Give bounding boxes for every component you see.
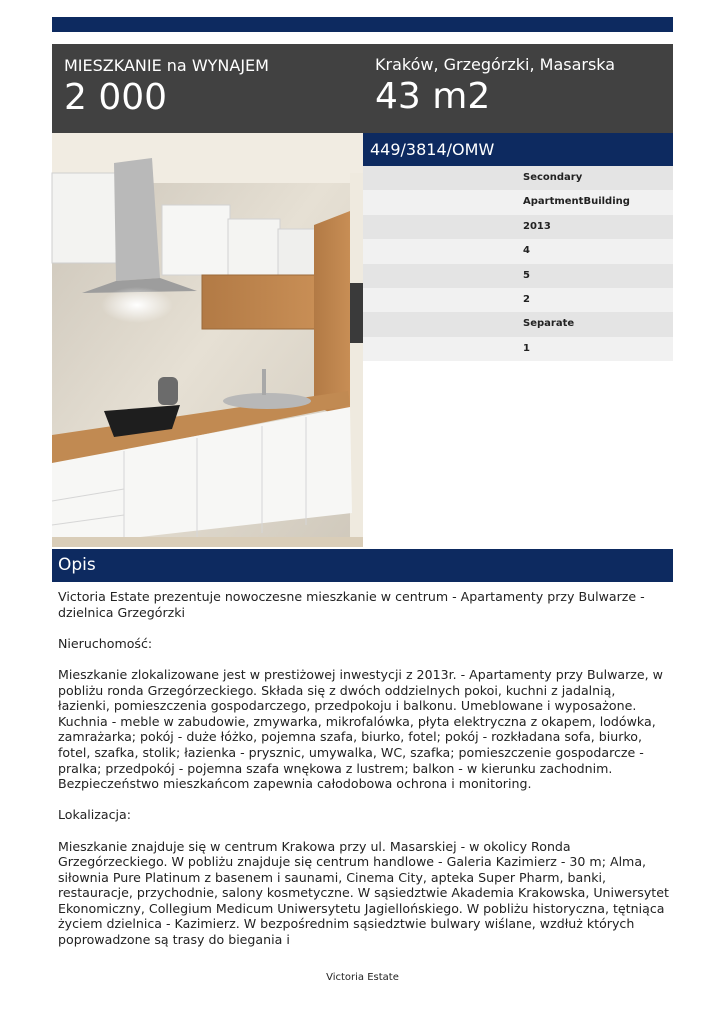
property-table [363,166,673,361]
listing-type: MIESZKANIE na WYNAJEM [64,56,269,75]
property-value: ApartmentBuilding [523,196,630,208]
property-value: 5 [523,269,530,281]
property-row [363,288,673,312]
description-paragraph: Mieszkanie zlokalizowane jest w prestiżowej inwestycji z 2013r. - Apartamenty przy Bulwarze, w pobliżu ronda Grzegórzeckiego. Składa się z dwóch oddzielnych pokoi, kuchni z jadalnią, łazienki, pomieszczenia gospodarczego, przedpokoju i balkonu. Umeblowane i wyposażone. Kuchnia - meble w zabudowie, zmywarka, mikrofalówka, płyta elektryczna z okapem, lodówka, zamrażarka; pokój - duże łóżko, pojemna szafa, biurko, fotel; pokój - rozkładana sofa, biurko, fotel, szafka, stolik; łazienka - prysznic, umywalka, WC, szafka; pomieszczenie gospodarcze - pralka; przedpokój - pojemna szafa wnękowa z lustrem; balkon - w kierunku zachodnim. Bezpieczeństwo mieszkańcom zapewnia całodobowa ochrona i monitoring. [58,666,663,792]
listing-reference: 449/3814/OMW [363,133,673,166]
property-row [363,264,673,288]
listing-area: 43 m2 [375,76,491,117]
property-row [363,337,673,361]
listing-location: Kraków, Grzegórzki, Masarska [375,55,616,74]
description-heading: Opis [52,549,673,582]
property-value: Secondary [523,172,583,183]
property-row [363,215,673,239]
description-paragraph: Victoria Estate prezentuje nowoczesne mieszkanie w centrum - Apartamenty przy Bulwarze - dzielnica Grzegórzki [58,589,645,620]
header-left [64,56,269,118]
property-row [363,312,673,336]
kitchen-photo [52,133,363,547]
property-value: 1 [523,342,530,354]
description-paragraph: Nieruchomość: [58,635,153,651]
header-right [375,55,615,117]
property-row [363,190,673,214]
description-text [58,589,670,948]
top-accent-bar [52,17,673,32]
property-value: Separate [523,318,575,330]
property-value: 2013 [523,220,551,232]
description-paragraph: Mieszkanie znajduje się w centrum Krakowa przy ul. Masarskiej - w okolicy Ronda Grzegórzeckiego. W pobliżu znajduje się centrum handlowe - Galeria Kazimierz - 30 m; Alma, siłownia Pure Platinum z basenem i saunami, Cinema City, apteka Super Pharm, banki, restauracje, przychodnie, salony kosmetyczne. W sąsiedztwie Akademia Krakowska, Uniwersytet Ekonomiczny, Collegium Medicum Uniwersytetu Jagiellońskiego. W pobliżu historyczna, tętniąca życiem dzielnica - Kazimierz. W bezpośrednim sąsiedztwie bulwary wiślane, wzdłuż których poprowadzone są trasy do biegania i [58,838,669,948]
footer-agency: Victoria Estate [326,972,399,983]
listing-price: 2 000 [64,77,168,118]
property-value: 2 [523,293,530,305]
description-paragraph: Lokalizacja: [58,807,131,823]
property-value: 4 [523,245,530,257]
listing-header [52,44,673,133]
property-row [363,239,673,263]
property-row [363,166,673,190]
